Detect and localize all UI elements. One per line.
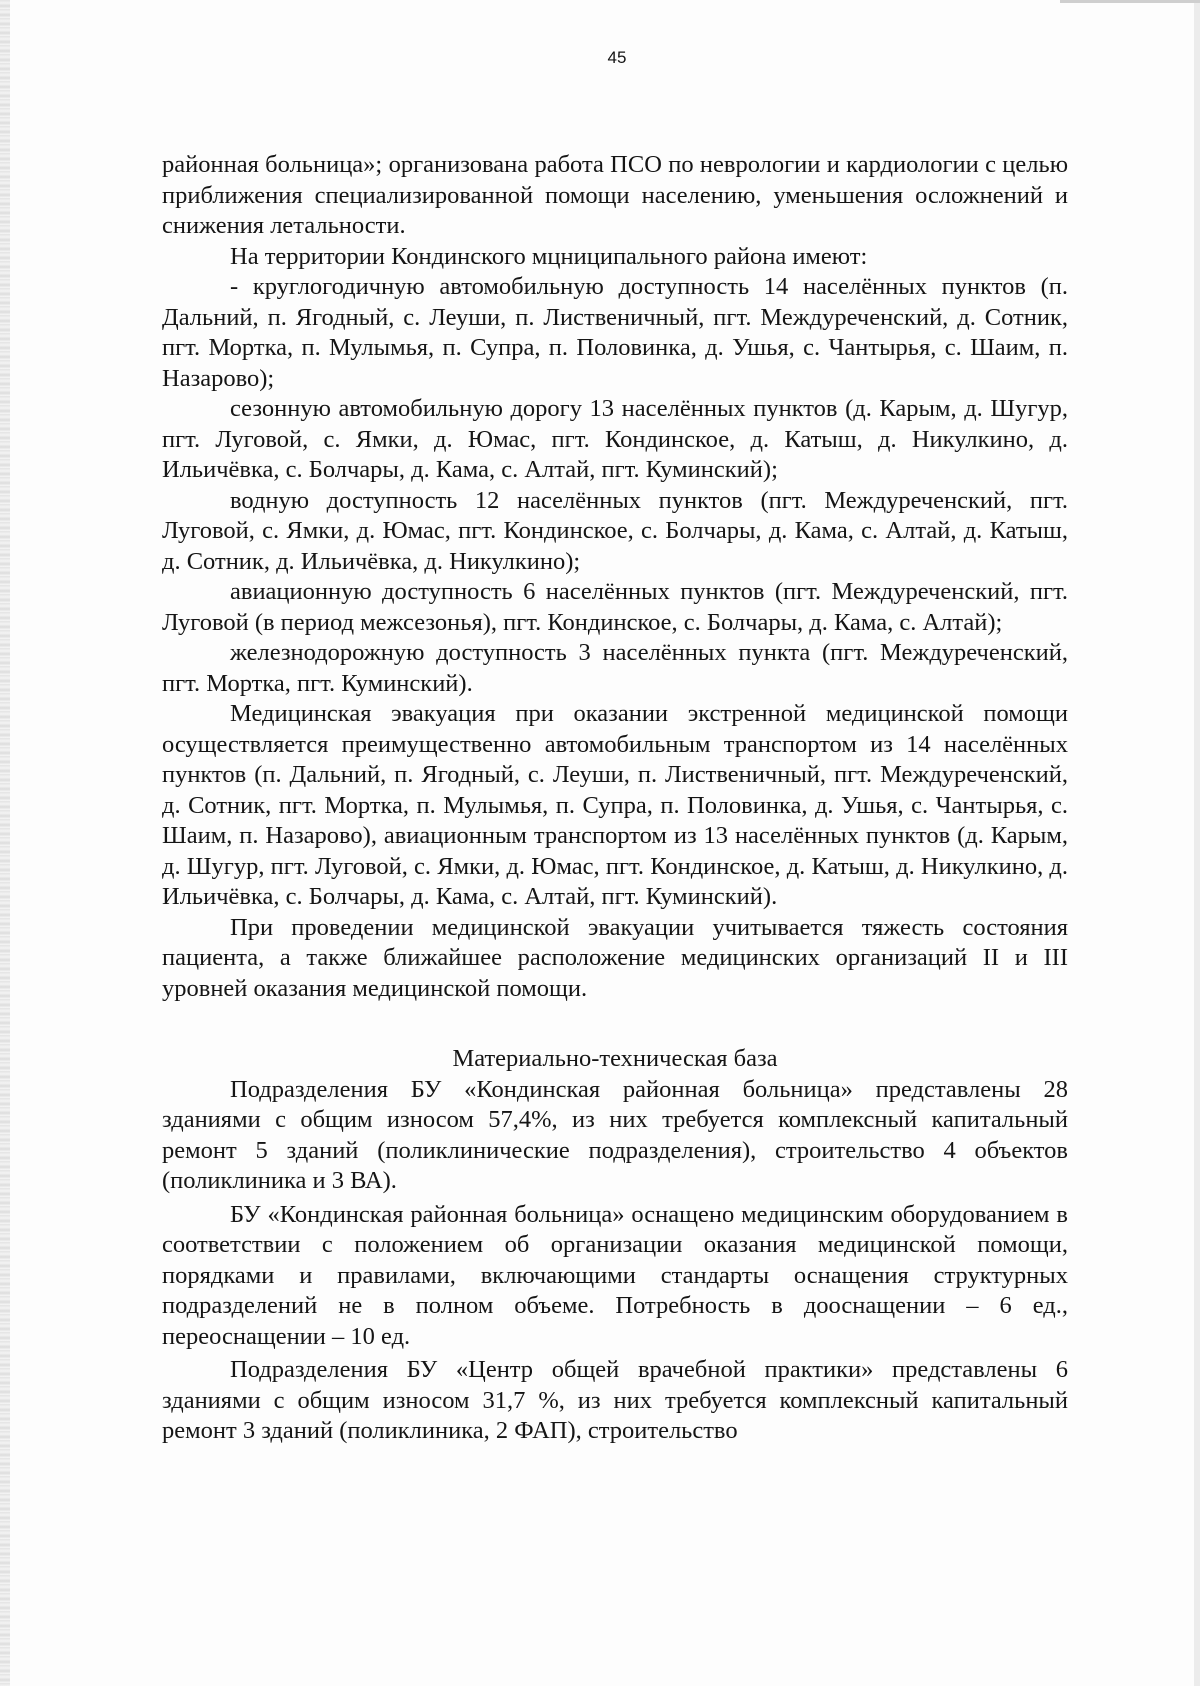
paragraph: районная больница»; организована работа ПСО по неврологии и кардиологии с целью приближения специализированной помощи населению, уменьшения осложнений и снижения летальности.: [162, 151, 1068, 239]
list-item-year-round-road: - круглогодичную автомобильную доступность 14 населённых пунктов (п. Дальний, п. Ягодный, с. Леуши, п. Лиственичный, пгт. Междуреченский, д. Сотник, пгт. Мортка, п. Мулымья, п. Супра, п. Половинка, д. Ушья, с. Чантырья, с. Шаим, п. Назарово);: [162, 273, 1068, 392]
list-item-air-access: авиационную доступность 6 населённых пунктов (пгт. Междуреченский, пгт. Луговой (в период межсезонья), пгт. Кондинское, с. Болчары, д. Кама, с. Алтай);: [162, 578, 1068, 636]
section-heading: Материально-техническая база: [452, 1045, 778, 1072]
paragraph: Подразделения БУ «Центр общей врачебной практики» представлены 6 зданиями с общим износом 31,7 %, из них требуется комплексный капитальный ремонт 3 зданий (поликлиника, 2 ФАП), строительство: [162, 1356, 1068, 1444]
paragraph: На территории Кондинского мцниципального района имеют:: [230, 242, 868, 270]
paragraph: Подразделения БУ «Кондинская районная больница» представлены 28 зданиями с общим износом 57,4%, из них требуется комплексный капитальный ремонт 5 зданий (поликлинические подразделения), строительство 4 объектов (поликлиника и 3 ВА).: [162, 1075, 1068, 1194]
document-body: [162, 150, 1068, 1447]
list-item-water-access: водную доступность 12 населённых пунктов (пгт. Междуреченский, пгт. Луговой, с. Ямки, д. Юмас, пгт. Кондинское, с. Болчары, д. Кама, с. Алтай, д. Катыш, д. Сотник, д. Ильичёвка, д. Никулкино);: [162, 486, 1068, 575]
list-item-rail-access: железнодорожную доступность 3 населённых пункта (пгт. Междуреченский, пгт. Мортка, пгт. Куминский).: [162, 639, 1068, 697]
paragraph: При проведении медицинской эвакуации учитывается тяжесть состояния пациента, а также ближайшее расположение медицинских организаций II и III уровней оказания медицинской помощи.: [162, 913, 1068, 1002]
page-number: 45: [607, 48, 627, 67]
scan-edge-right: [1194, 0, 1200, 1686]
scan-edge-left: [0, 0, 10, 1686]
list-item-seasonal-road: сезонную автомобильную дорогу 13 населённых пунктов (д. Карым, д. Шугур, пгт. Луговой, с. Ямки, д. Юмас, пгт. Кондинское, д. Катыш, д. Никулкино, д. Ильичёвка, с. Болчары, д. Кама, с. Алтай, пгт. Куминский);: [162, 395, 1068, 483]
paragraph: БУ «Кондинская районная больница» оснащено медицинским оборудованием в соответствии с положением об организации оказания медицинской помощи, порядками и правилами, включающими стандарты оснащения структурных подразделений не в полном объеме. Потребность в дооснащении – 6 ед., переоснащении – 10 ед.: [162, 1200, 1068, 1350]
paragraph: Медицинская эвакуация при оказании экстренной медицинской помощи осуществляется преимущественно автомобильным транспортом из 14 населённых пунктов (п. Дальний, п. Ягодный, с. Леуши, п. Лиственичный, пгт. Междуреченский, д. Сотник, пгт. Мортка, п. Мулымья, п. Супра, п. Половинка, д. Ушья, с. Чантырья, с. Шаим, п. Назарово), авиационным транспортом из 13 населённых пунктов (д. Карым, д. Шугур, пгт. Луговой, с. Ямки, д. Юмас, пгт. Кондинское, д. Катыш, д. Никулкино, д. Ильичёвка, с. Болчары, д. Кама, с. Алтай, пгт. Куминский).: [162, 700, 1068, 910]
scan-top-mark: [1060, 0, 1200, 3]
